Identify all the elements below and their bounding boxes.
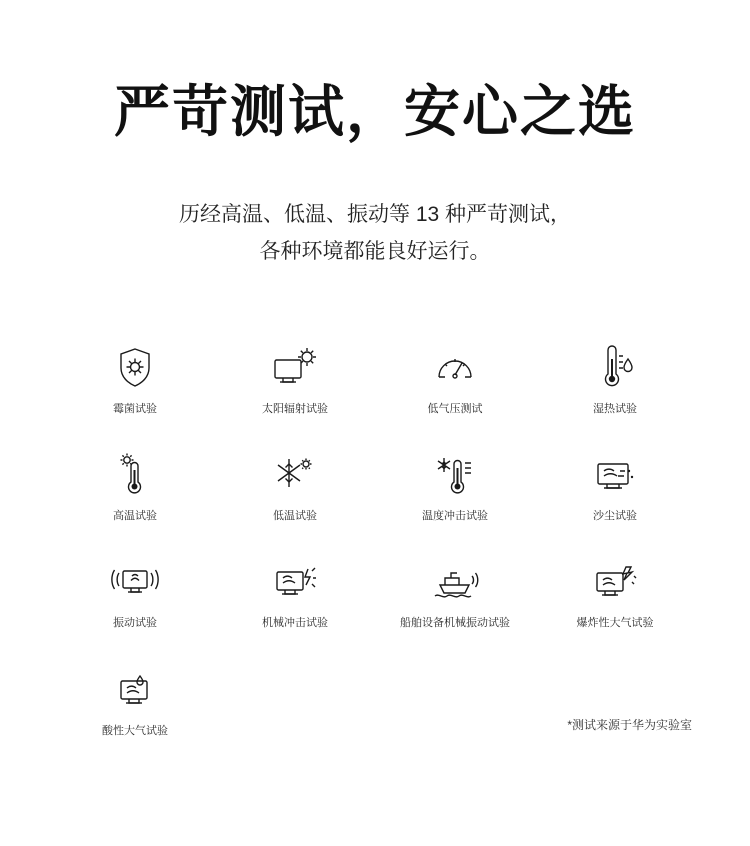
test-item-label: 低气压测试 <box>427 402 483 415</box>
low-pressure-gauge-icon <box>427 343 483 393</box>
test-item <box>375 557 535 630</box>
test-item <box>55 557 215 630</box>
damp-heat-thermometer-icon <box>587 343 643 393</box>
subtitle-line-2: 各种环境都能良好运行。 <box>259 239 491 263</box>
test-item-label: 湿热试验 <box>593 402 637 415</box>
test-item <box>375 450 535 523</box>
test-item <box>55 665 215 738</box>
test-item <box>535 557 695 630</box>
high-temperature-icon <box>107 450 163 500</box>
test-item <box>215 450 375 523</box>
test-item-label: 船舶设备机械振动试验 <box>400 617 510 630</box>
test-item-label: 高温试验 <box>113 509 157 522</box>
test-items-grid <box>55 271 695 738</box>
subtitle-line-1: 历经高温、低温、振动等 13 种严苛测试， <box>178 203 572 227</box>
mold-shield-icon <box>107 343 163 393</box>
test-item-label: 霉菌试验 <box>113 402 157 415</box>
solar-radiation-icon <box>267 343 323 393</box>
vibration-icon <box>107 557 163 607</box>
page-title: 严苛测试，安心之选 <box>114 80 636 143</box>
test-item-label: 低温试验 <box>273 509 317 522</box>
test-item-label: 太阳辐射试验 <box>262 402 328 415</box>
test-item-label: 机械冲击试验 <box>262 617 328 630</box>
test-item-label: 沙尘试验 <box>593 509 637 522</box>
test-item-label: 振动试验 <box>113 617 157 630</box>
test-item <box>215 557 375 630</box>
test-item-label: 温度冲击试验 <box>422 509 488 522</box>
test-item <box>55 450 215 523</box>
test-item <box>535 450 695 523</box>
ship-vibration-icon <box>427 557 483 607</box>
thermal-shock-icon <box>427 450 483 500</box>
page-subtitle <box>0 145 750 271</box>
acid-atmosphere-icon <box>107 665 163 715</box>
test-item-label: 酸性大气试验 <box>102 724 168 737</box>
low-temperature-snowflake-icon <box>267 450 323 500</box>
test-item <box>55 343 215 416</box>
test-item-label: 爆炸性大气试验 <box>576 617 654 630</box>
footnote: *测试来源于华为实验室 <box>567 718 692 732</box>
test-item <box>535 343 695 416</box>
test-item <box>215 343 375 416</box>
test-item <box>375 343 535 416</box>
sand-dust-icon <box>587 450 643 500</box>
explosive-atmosphere-icon <box>587 557 643 607</box>
mechanical-shock-icon <box>267 557 323 607</box>
